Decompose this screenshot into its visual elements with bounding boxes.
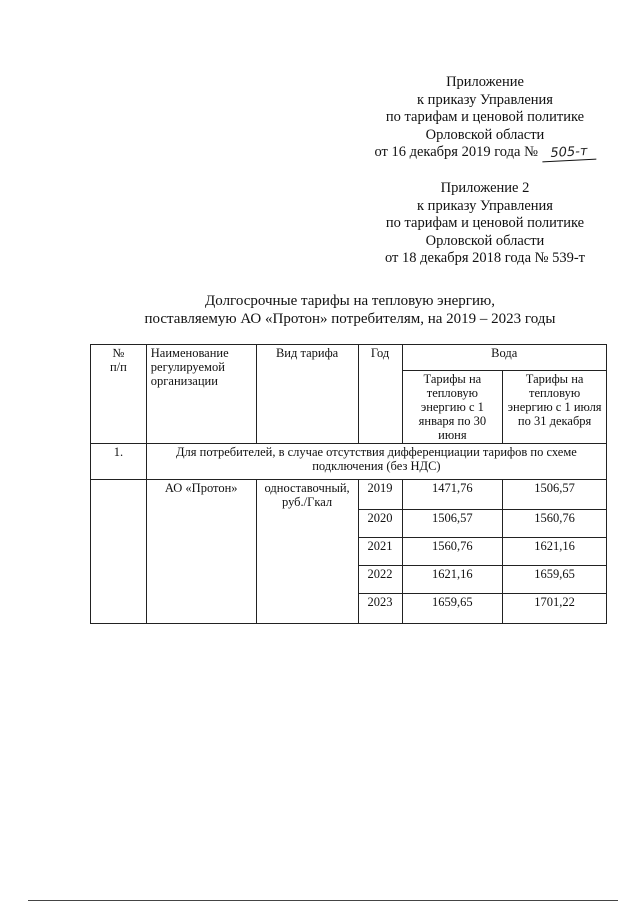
- appendix-2-line3: по тарифам и ценовой политике: [385, 215, 585, 231]
- header-water: Вода: [402, 345, 607, 371]
- tariff-value-2: 1621,16: [503, 538, 607, 566]
- appendix-1-line3: по тарифам и ценовой политике: [385, 109, 585, 125]
- appendix-1-date: от 16 декабря 2019 года №: [374, 144, 538, 160]
- organization-name: АО «Протон»: [146, 480, 256, 624]
- year-cell: 2023: [358, 594, 402, 624]
- tariff-table: [90, 344, 607, 624]
- appendix-1-line4: Орловской области: [425, 126, 545, 143]
- handwritten-order-number: 505-т: [541, 145, 596, 163]
- tariff-value-1: 1506,57: [402, 510, 503, 538]
- appendix-1-line1: Приложение: [446, 74, 524, 90]
- tariff-value-2: 1659,65: [503, 566, 607, 594]
- year-cell: 2019: [358, 480, 402, 510]
- document-title: [90, 292, 610, 328]
- appendix-2-line4: Орловской области: [425, 232, 545, 249]
- header-number: [91, 345, 147, 444]
- year-cell: 2020: [358, 510, 402, 538]
- section-row: [91, 444, 607, 480]
- appendix-1-header: [360, 74, 610, 162]
- appendix-2-header: [360, 180, 610, 268]
- header-tariff-type: Вид тарифа: [256, 345, 358, 444]
- tariff-value-1: 1621,16: [402, 566, 503, 594]
- appendix-2-line2: к приказу Управления: [417, 197, 553, 214]
- year-cell: 2021: [358, 538, 402, 566]
- tariff-value-1: 1560,76: [402, 538, 503, 566]
- tariff-value-2: 1560,76: [503, 510, 607, 538]
- header-organization: Наименование регулируемой организации: [146, 345, 256, 444]
- header-period-2: Тарифы на тепловую энергию с 1 июля по 31 декабря: [503, 371, 607, 444]
- header-number-line1: №: [112, 346, 125, 360]
- header-number-line2: п/п: [109, 360, 127, 374]
- appendix-2-line1: Приложение 2: [440, 180, 530, 196]
- section-text: Для потребителей, в случае отсутствия дифференциации тарифов по схеме подключения (без НДС): [146, 444, 606, 480]
- tariff-value-2: 1701,22: [503, 594, 607, 624]
- year-cell: 2022: [358, 566, 402, 594]
- appendix-2-line5: от 18 декабря 2018 года № 539-т: [385, 250, 585, 266]
- table-row: [91, 480, 607, 510]
- section-number: 1.: [91, 444, 147, 480]
- header-row-1: [91, 345, 607, 371]
- header-period-1: Тарифы на тепловую энергию с 1 января по 30 июня: [402, 371, 503, 444]
- tariff-type: одноставочный, руб./Гкал: [256, 480, 358, 624]
- appendix-1-line2: к приказу Управления: [417, 91, 553, 108]
- title-line2: поставляемую АО «Протон» потребителям, на 2019 – 2023 годы: [144, 311, 556, 327]
- header-year: Год: [358, 345, 402, 444]
- page-bottom-edge: [28, 900, 618, 901]
- tariff-value-1: 1471,76: [402, 480, 503, 510]
- tariff-value-1: 1659,65: [402, 594, 503, 624]
- tariff-value-2: 1506,57: [503, 480, 607, 510]
- appendix-1-line5: [360, 144, 610, 162]
- title-line1: Долгосрочные тарифы на тепловую энергию,: [205, 293, 495, 309]
- row-number-cell: [91, 480, 147, 624]
